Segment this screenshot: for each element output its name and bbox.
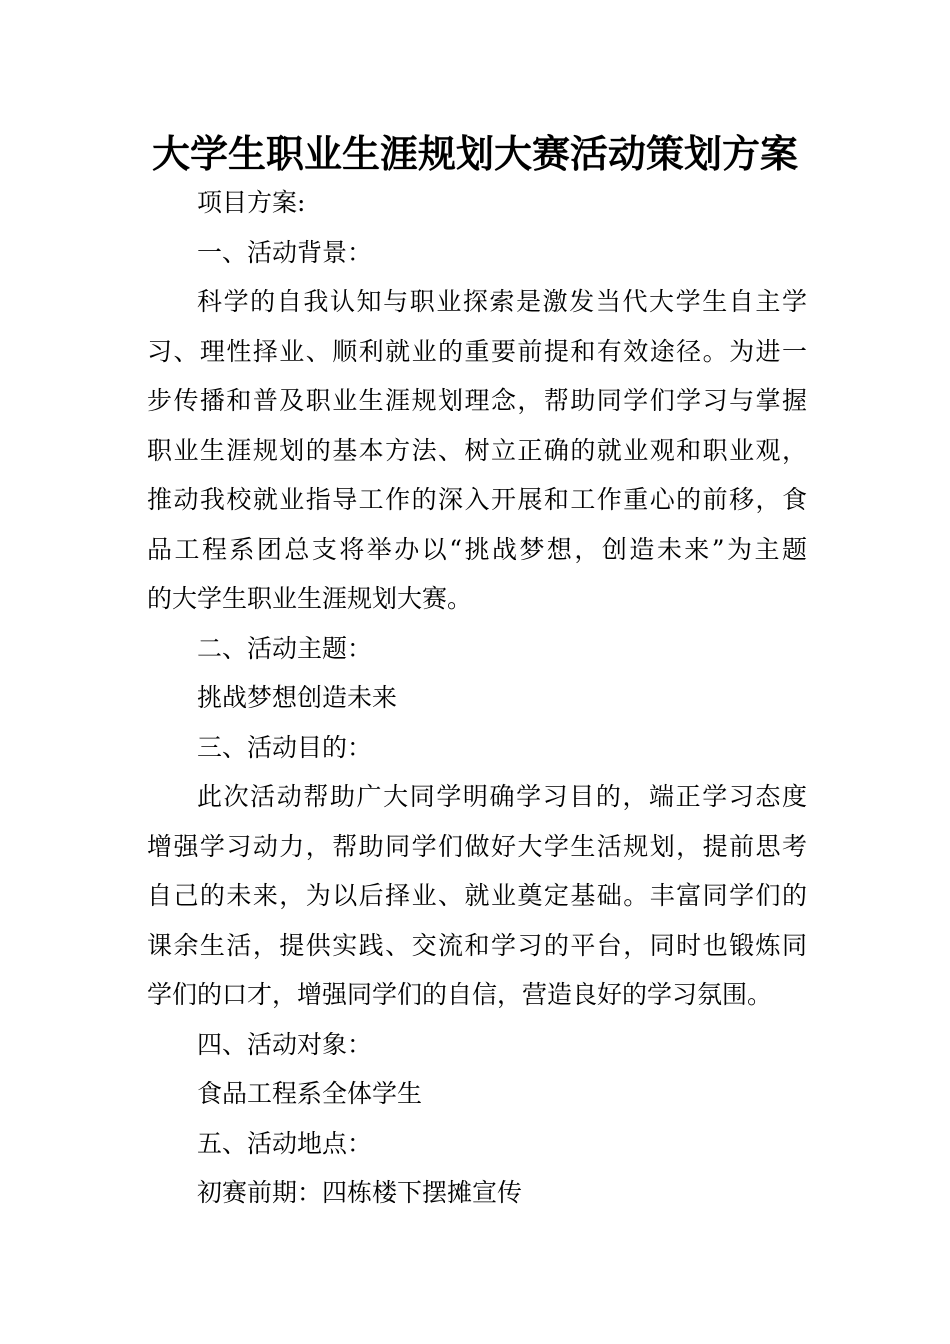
- heading-project-plan: 项目方案:: [197, 188, 306, 217]
- heading-background: 一、活动背景：: [197, 237, 373, 267]
- heading-target: 四、活动对象：: [197, 1029, 373, 1059]
- paragraph-line: 步传播和普及职业生涯规划理念，帮助同学们学习与掌握: [147, 386, 807, 415]
- theme-text: 挑战梦想创造未来: [197, 683, 398, 712]
- paragraph-line: 品工程系团总支将举办以“挑战梦想，创造未来”为主题: [147, 534, 807, 564]
- paragraph-line: 学们的口才，增强同学们的自信，营造良好的学习氛围。: [147, 980, 773, 1009]
- heading-theme: 二、活动主题：: [197, 633, 373, 663]
- paragraph-line: 此次活动帮助广大同学明确学习目的，端正学习态度: [197, 782, 807, 811]
- paragraph-line: 习、理性择业、顺利就业的重要前提和有效途径。为进一: [147, 336, 807, 366]
- paragraph-background: [147, 277, 807, 624]
- location-text: 初赛前期：四栋楼下摆摊宣传: [197, 1178, 523, 1207]
- document-body: [147, 178, 807, 1218]
- paragraph-purpose: [147, 772, 807, 1020]
- paragraph-line: 增强学习动力，帮助同学们做好大学生活规划，提前思考: [147, 831, 807, 861]
- paragraph-line: 课余生活，提供实践、交流和学习的平台，同时也锻炼同: [147, 930, 807, 960]
- target-text: 食品工程系全体学生: [197, 1079, 423, 1108]
- heading-purpose: 三、活动目的：: [197, 732, 373, 762]
- document-title: 大学生职业生涯规划大赛活动策划方案: [151, 131, 798, 176]
- paragraph-line: 的大学生职业生涯规划大赛。: [147, 584, 473, 613]
- paragraph-line: 职业生涯规划的基本方法、树立正确的就业观和职业观，: [147, 435, 807, 465]
- heading-location: 五、活动地点：: [197, 1128, 373, 1158]
- paragraph-line: 自己的未来，为以后择业、就业奠定基础。丰富同学们的: [147, 881, 807, 910]
- paragraph-line: 科学的自我认知与职业探索是激发当代大学生自主学: [197, 287, 807, 316]
- paragraph-line: 推动我校就业指导工作的深入开展和工作重心的前移，食: [147, 485, 807, 514]
